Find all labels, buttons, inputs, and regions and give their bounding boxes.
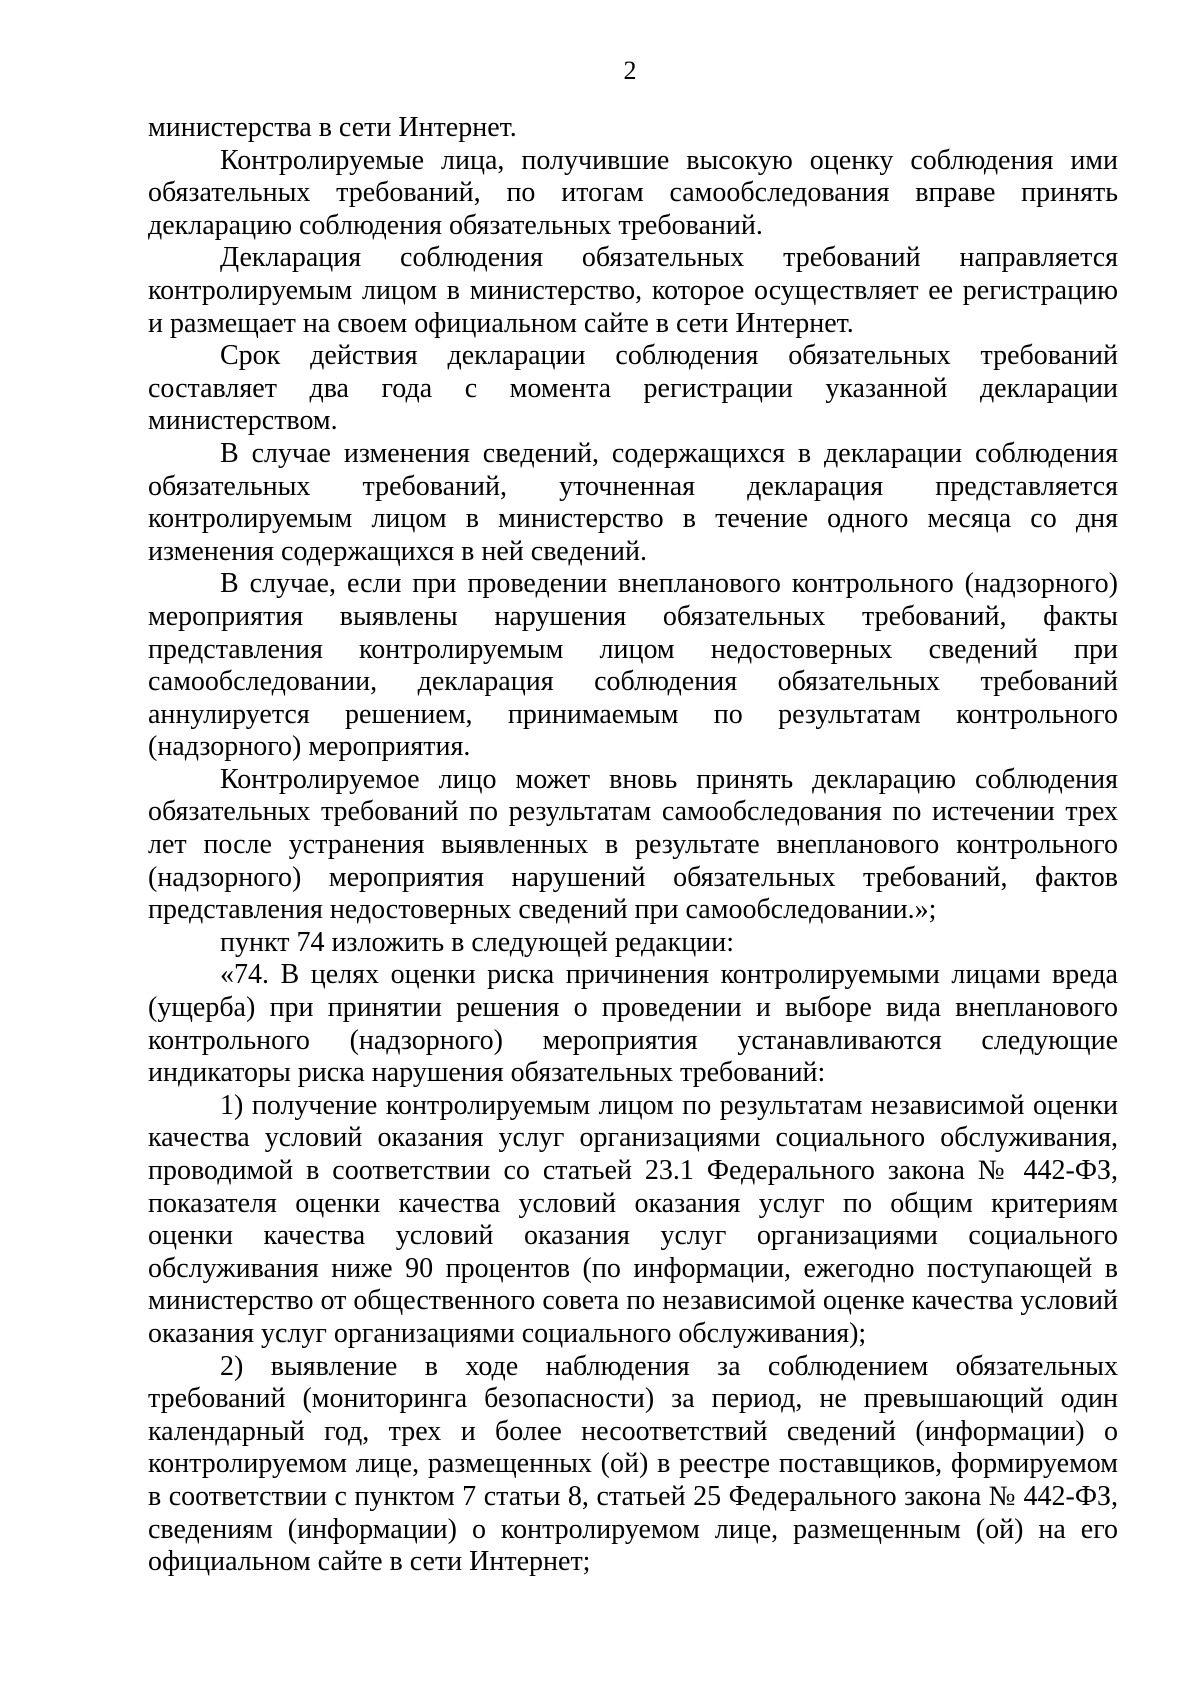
list-item: 1) получение контролируемым лицом по результатам независимой оценки качества условий оказания услуг организациями социального обслуживания, проводимой в соответствии со статьей 23.1 Федерального закона № 442-ФЗ, показателя оценки качества условий оказания услуг по общим критериям оценки качества условий оказания услуг организациями социального обслуживания ниже 90 процентов (по информации, ежегодно поступающей в министерство от общественного совета по независимой оценке качества условий оказания услуг организациями социального обслуживания);	[148, 1089, 1118, 1349]
paragraph-continuation: министерства в сети Интернет.	[148, 112, 517, 143]
paragraph: Срок действия декларации соблюдения обязательных требований составляет два года с момента регистрации указанной декларации министерством.	[148, 340, 1118, 437]
paragraph: «74. В целях оценки риска причинения контролируемыми лицами вреда (ущерба) при принятии решения о проведении и выборе вида внепланового контрольного (надзорного) мероприятия устанавливаются следующие индикаторы риска нарушения обязательных требований:	[148, 959, 1118, 1089]
paragraph: пункт 74 изложить в следующей редакции:	[220, 926, 734, 958]
document-body	[148, 112, 1118, 1579]
paragraph: В случае изменения сведений, содержащихся в декларации соблюдения обязательных требований, уточненная декларация представляется контролируемым лицом в министерство в течение одного месяца со дня изменения содержащихся в ней сведений.	[148, 437, 1118, 567]
paragraph: Контролируемое лицо может вновь принять декларацию соблюдения обязательных требований по результатам самообследования по истечении трех лет после устранения выявленных в результате внепланового контрольного (надзорного) мероприятия нарушений обязательных требований, фактов представления недостоверных сведений при самообследовании.»;	[148, 763, 1118, 926]
paragraph: Декларация соблюдения обязательных требований направляется контролируемым лицом в министерство, которое осуществляет ее регистрацию и размещает на своем официальном сайте в сети Интернет.	[148, 242, 1118, 339]
list-item: 2) выявление в ходе наблюдения за соблюдением обязательных требований (мониторинга безопасности) за период, не превышающий один календарный год, трех и более несоответствий сведений (информации) о контролируемом лице, размещенных (ой) в реестре поставщиков, формируемом в соответствии с пунктом 7 статьи 8, статьей 25 Федерального закона № 442-ФЗ, сведениям (информации) о контролируемом лице, размещенным (ой) на его официальном сайте в сети Интернет;	[148, 1350, 1118, 1578]
paragraph: Контролируемые лица, получившие высокую оценку соблюдения ими обязательных требований, по итогам самообследования вправе принять декларацию соблюдения обязательных требований.	[148, 144, 1118, 241]
paragraph: В случае, если при проведении внепланового контрольного (надзорного) мероприятия выявлены нарушения обязательных требований, факты представления контролируемым лицом недостоверных сведений при самообследовании, декларация соблюдения обязательных требований аннулируется решением, принимаемым по результатам контрольного (надзорного) мероприятия.	[148, 568, 1118, 763]
page-number: 2	[623, 56, 637, 85]
